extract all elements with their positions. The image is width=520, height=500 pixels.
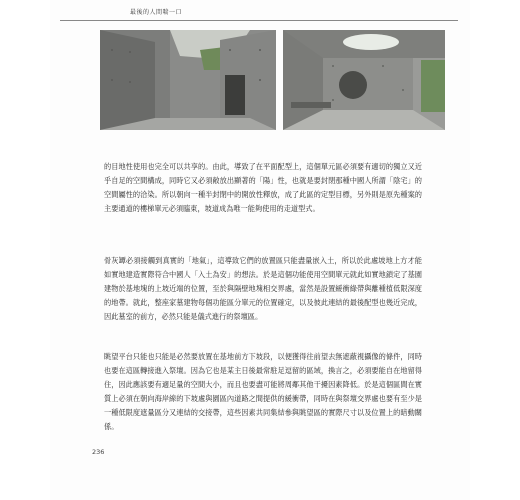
page-number: 236 (92, 448, 105, 456)
body-paragraph-2 (104, 254, 422, 324)
paragraph-text: 的目地性使用也完全可以共享的。由此，導致了在平面配型上，這個單元區必須要有適切的獨立又近乎自足的空間構成，同時它又必須敞放出顯著的「陽」性，也就是要封閉那種中國人所謂「陰宅」的空間屬性的洽染。所以朝向一種半封閉中的開放性釋放，成了此區的定型目標，另外則是原先種案的主要通道的樓梯單元必須臨東，坡道成為唯一能夠使用的走道型式。 (104, 162, 422, 213)
running-header (60, 6, 458, 21)
paragraph-text: 骨灰罈必須接觸到真實的「地氣」，這導致它們的放置區只能盡量嵌入土，所以於此處坡地上方才能如實地建造實際符合中國人「入土為安」的想法。於是這個功能使用空間單元就此如實地鎖定了基園建物於基地塊的上坡近端的位置，至於與隔壁地塊相交界處，當然是設置緩衝綠帶與離種植低限深度的地帶。就此，整座家墓建物每個功能區分單元的位置確定，以及彼此連結的最後配型也幾近完成，因此墓室的前方，必然只能是儀式進行的祭壇區。 (104, 256, 422, 321)
skylight-interior-photo (283, 30, 445, 130)
body-paragraph-1 (104, 160, 422, 216)
concrete-courtyard-photo (100, 30, 276, 130)
running-title: 最後的人間喘一口 (130, 9, 183, 16)
body-paragraph-3 (104, 350, 422, 434)
paragraph-text: 眺望平台只能也只能是必然要放置在基地前方下坡段，以便獲得往前望去無遮蔽視攝像的條件，同時也要在這區轉接進入祭壇。因為它也是某主日後最常駐足逗留的區域，換言之，必須要能自在地留得住，因此應該要有適足量的空間大小，而且也要盡可能將周鄰其他干擾因素降低。於是這個區間在實質上必須在朝向海岸線的下坡處與園區內道路之間提供的緩衝帶，同時在與祭壇交界處也要有至少是一種低限度遮量區分又連結的交接帶，這些因素共同集結參與眺望區的實際尺寸以及位置上的暗動關係。 (104, 352, 422, 431)
